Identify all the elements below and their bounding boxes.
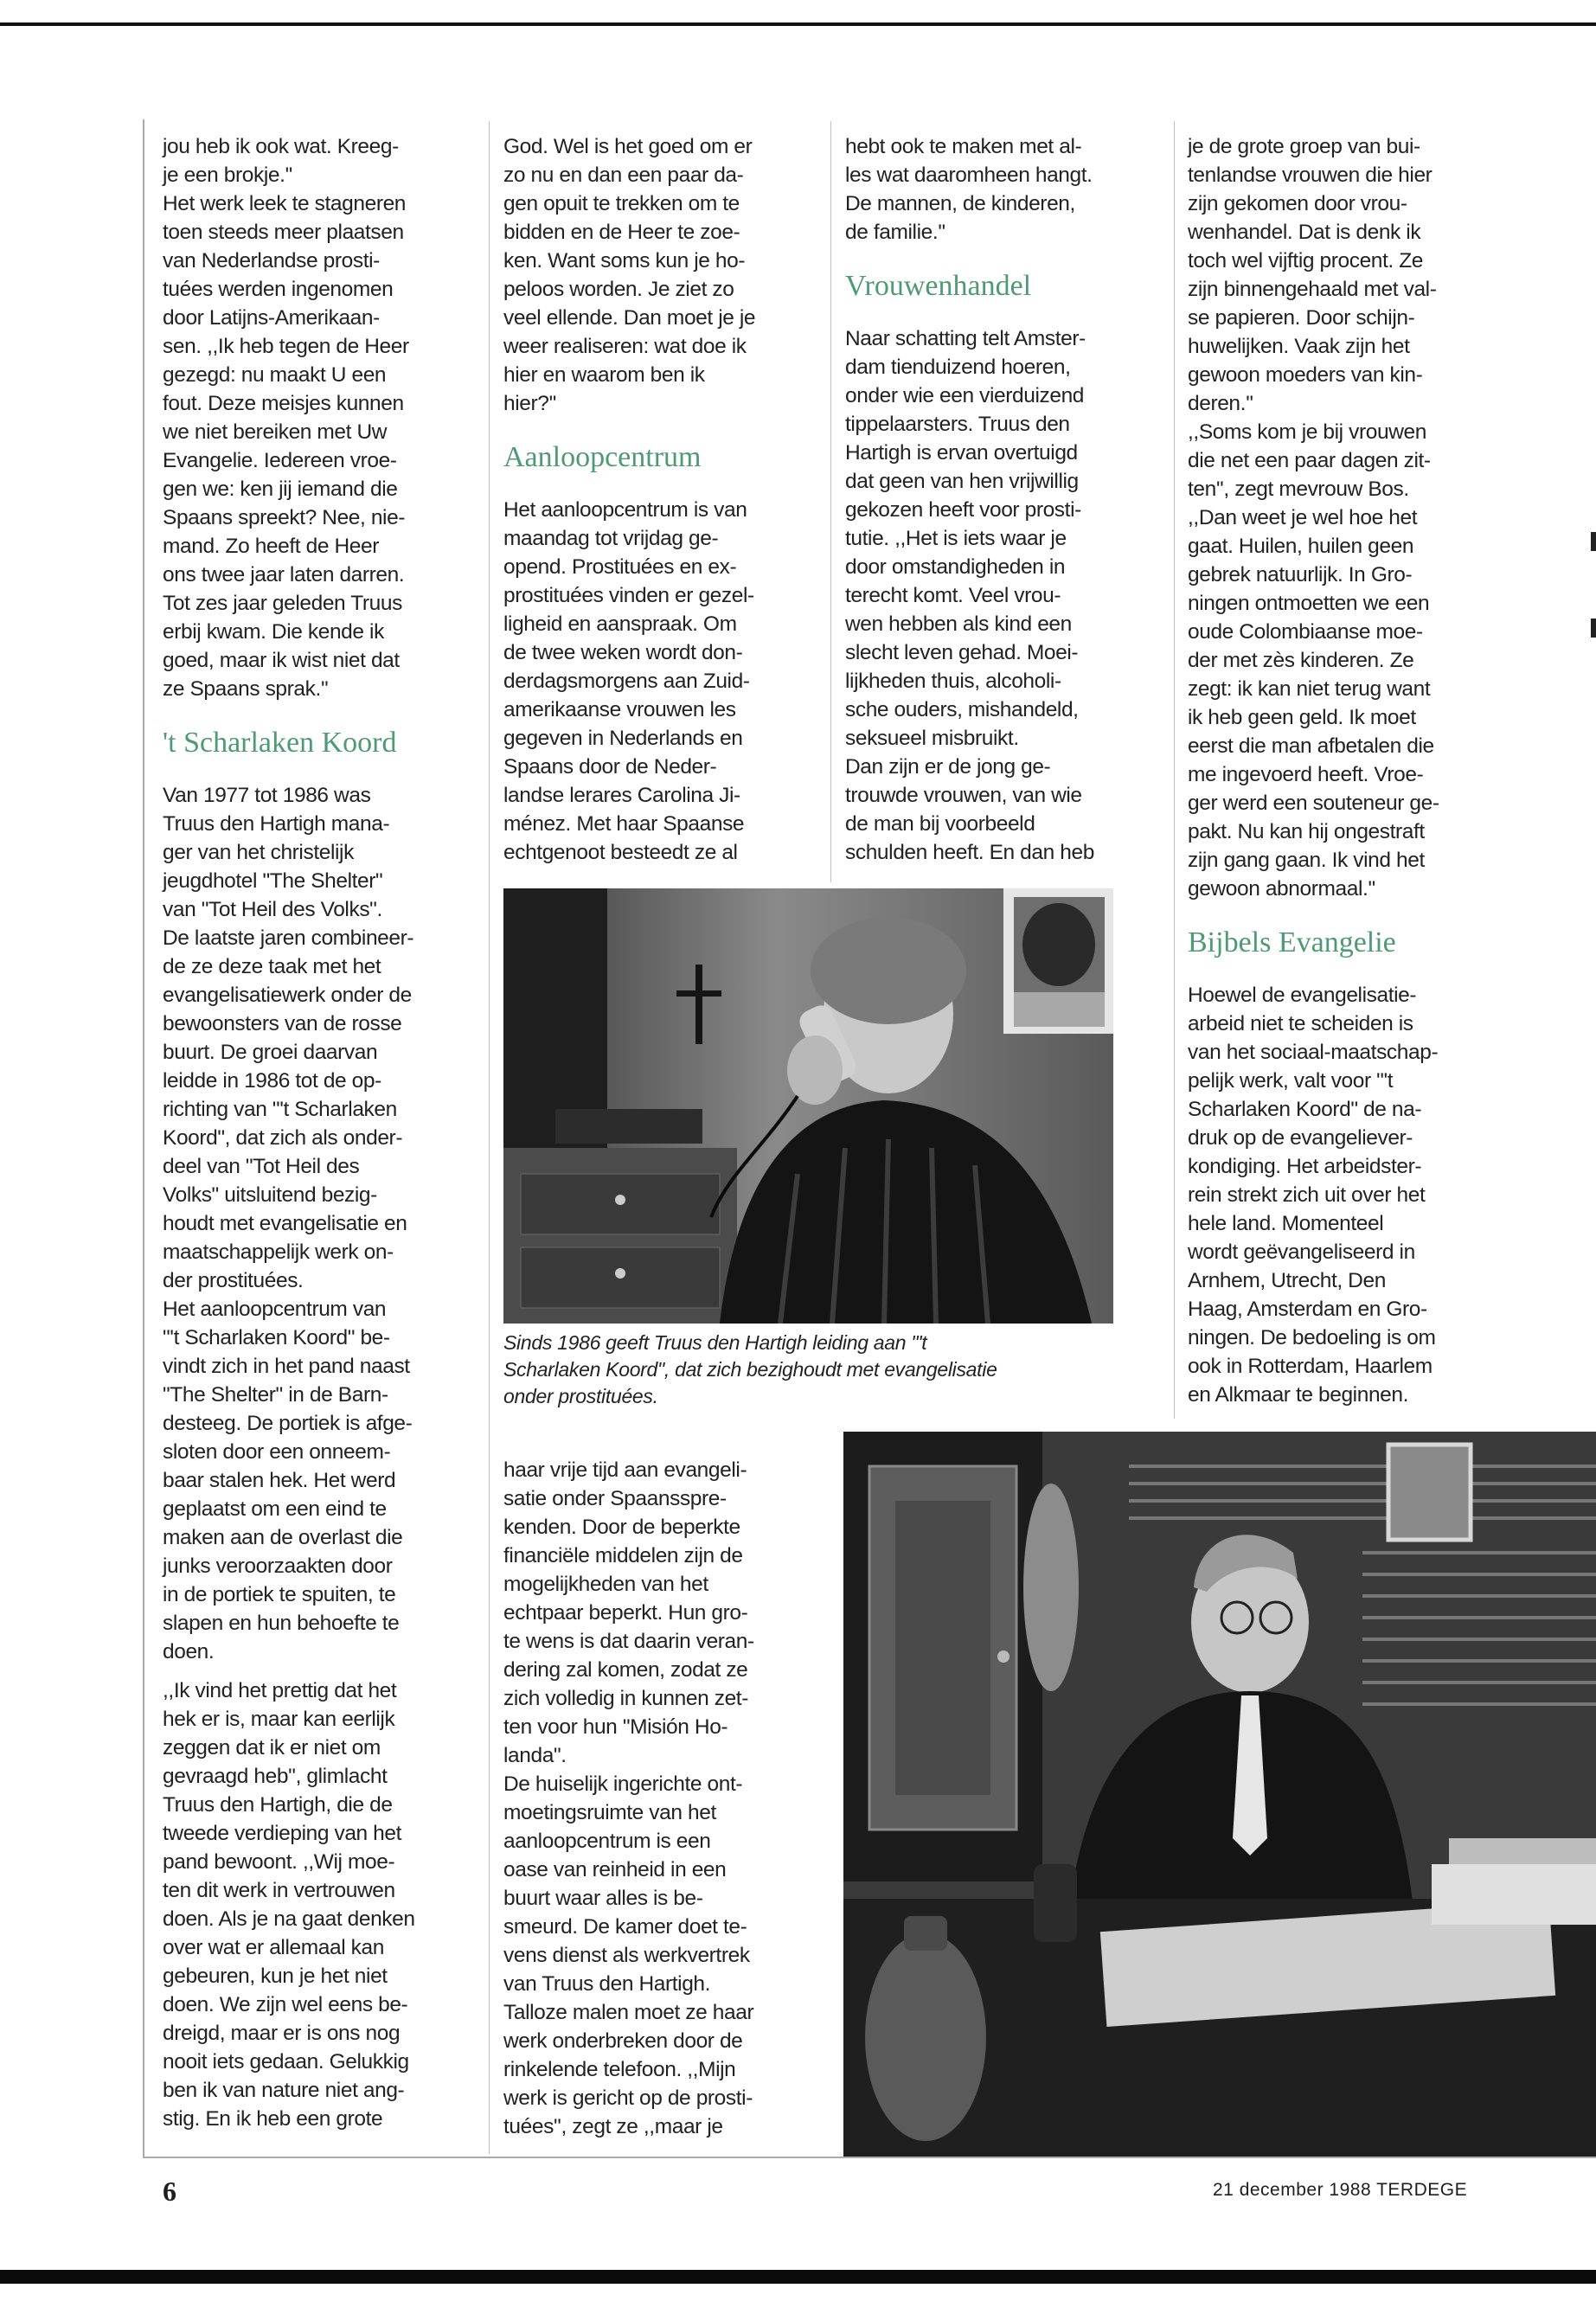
text-line: leidde in 1986 tot de op- [163,1069,381,1093]
column-4 [1188,132,1516,1409]
heading-bijbels-evangelie: Bijbels Evangelie [1188,926,1396,958]
text-line: de familie.'' [845,221,945,244]
text-line: Volks" uitsluitend bezig- [163,1183,377,1207]
heading-aanloopcentrum: Aanloopcentrum [503,441,702,473]
text-line: ligheid en aanspraak. Om [503,612,737,636]
text-line: nooit iets gedaan. Gelukkig [163,2050,409,2073]
photo-woman-on-telephone [503,888,1113,1324]
text-line: de ze deze taak met het [163,955,381,978]
text-line: Spaans spreekt? Nee, nie- [163,506,406,529]
text-line: God. Wel is het goed om er [503,135,753,158]
column-1 [163,132,483,2133]
text-line: derdagsmorgens aan Zuid- [503,670,750,693]
text-line: wenhandel. Dat is denk ik [1188,221,1421,244]
text-line: ten dit werk in vertrouwen [163,1879,395,1902]
text-line: der met zès kinderen. Ze [1188,649,1414,672]
text-line: peloos worden. Je ziet zo [503,278,734,301]
text-line: Scharlaken Koord" de na- [1188,1098,1422,1121]
text-line: buurt waar alles is be- [503,1887,703,1910]
text-line: ger van het christelijk [163,841,354,864]
text-line: ningen. De bedoeling is om [1188,1326,1436,1349]
text-line: ten voor hun "Misión Ho- [503,1715,728,1739]
edge-mark [1591,619,1596,638]
text-line: satie onder Spaansspre- [503,1487,727,1510]
text-line: ons twee jaar laten darren. [163,563,405,586]
text-line: ,,Ik vind het prettig dat het [163,1679,397,1702]
text-line: Het werk leek te stagneren [163,192,407,215]
text-line: zijn gang gaan. Ik vind het [1188,849,1425,872]
text-line: terecht komt. Veel vrou- [845,584,1061,607]
text-line: tippelaarsters. Truus den [845,413,1070,436]
text-line: oase van reinheid in een [503,1858,727,1881]
text-line: aanloopcentrum is een [503,1830,711,1853]
text-line: te wens is dat daarin veran- [503,1630,754,1653]
text-line: de man bij voorbeeld [845,812,1035,836]
text-line: maatschappelijk werk on- [163,1240,394,1264]
column-separator [489,121,490,2154]
text-line: weer realiseren: wat doe ik [503,335,747,358]
text-line: bewoonsters van de rosse [163,1012,402,1035]
text-line: landse lerares Carolina Ji- [503,784,740,807]
text-line: ben ik van nature niet ang- [163,2079,405,2102]
text-line: tweede verdieping van het [163,1822,402,1845]
text-line: gekozen heeft voor prosti- [845,498,1081,522]
text-line: "The Shelter" in de Barn- [163,1383,388,1407]
text-line: vindt zich in het pand naast [163,1355,410,1378]
text-line: door omstandigheden in [845,555,1066,579]
text-line: zich volledig in kunnen zet- [503,1687,748,1710]
text-line: werk is gericht op de prosti- [503,2086,753,2110]
text-line: jou heb ik ook wat. Kreeg- [163,135,399,158]
text-line: slapen en hun behoefte te [163,1612,400,1635]
text-line: onder prostituées. [503,1385,658,1407]
text-line: slecht leven gehad. Moei- [845,641,1079,664]
text-line: les wat daaromheen hangt. [845,163,1093,187]
text-line: smeurd. De kamer doet te- [503,1915,747,1939]
text-line: se papieren. Door schijn- [1188,306,1415,330]
text-line: kondiging. Het arbeidster- [1188,1155,1422,1178]
col1-bottom-text [163,1676,483,2133]
text-line: jeugdhotel "The Shelter" [163,869,383,893]
text-line: hek er is, maar kan eerlijk [163,1708,395,1731]
text-line: gegeven in Nederlands en [503,727,743,750]
text-line: pakt. Nu kan hij ongestraft [1188,820,1425,843]
text-line: gen we: ken jij iemand die [163,478,398,501]
col3-top-text [845,132,1165,247]
text-line: oude Colombiaanse moe- [1188,620,1423,644]
text-line: Haag, Amsterdam en Gro- [1188,1298,1427,1321]
text-line: dam tienduizend hoeren, [845,356,1071,379]
text-line: doen. [163,1640,215,1663]
issue-date: 21 december 1988 TERDEGE [1213,2180,1468,2200]
text-line: buurt. De groei daarvan [163,1041,378,1064]
text-line: zijn gekomen door vrou- [1188,192,1407,215]
text-line: zegt: ik kan niet terug want [1188,677,1431,701]
text-line: gen opuit te trekken om te [503,192,740,215]
text-line: echtpaar beperkt. Hun gro- [503,1601,748,1625]
text-line: mand. Zo heeft de Heer [163,535,379,558]
text-line: veel ellende. Dan moet je je [503,306,756,330]
text-line: richting van "'t Scharlaken [163,1098,397,1121]
text-line: over wat er allemaal kan [163,1936,384,1959]
text-line: zo nu en dan een paar da- [503,163,744,187]
text-line: die net een paar dagen zit- [1188,449,1431,472]
photo-man-at-desk [843,1432,1596,2157]
text-line: je een brokje.'' [163,163,293,187]
text-line: rein strekt zich uit over het [1188,1183,1426,1207]
text-line: bidden en de Heer te zoe- [503,221,740,244]
text-line: werk onderbreken door de [503,2029,743,2053]
text-line: tuées'', zegt ze ,,maar je [503,2115,723,2138]
text-line: je de grote groep van bui- [1188,135,1420,158]
text-line: Talloze malen moet ze haar [503,2001,754,2024]
text-line: van Truus den Hartigh. [503,1972,711,1996]
text-line: mogelijkheden van het [503,1573,708,1596]
text-line: Hartigh is ervan overtuigd [845,441,1078,465]
text-line: Truus den Hartigh, die de [163,1793,393,1817]
col2-bottom-text [503,1456,815,2141]
text-line: zijn binnengehaald met val- [1188,278,1437,301]
text-line: stig. En ik heb een grote [163,2107,383,2131]
text-line: toen steeds meer plaatsen [163,221,404,244]
col2-top-text [503,132,815,418]
text-line: dering zal komen, zodat ze [503,1658,748,1682]
text-line: Koord", dat zich als onder- [163,1126,403,1150]
text-line: maken aan de overlast die [163,1526,403,1549]
col4-body-text [1188,981,1516,1409]
text-line: der prostituées. [163,1269,304,1292]
text-line: ger werd een souteneur ge- [1188,792,1439,815]
text-line: goed, maar ik wist niet dat [163,649,400,672]
col3-body-text [845,324,1165,867]
text-line: hier en waarom ben ik [503,363,705,387]
text-line: sloten door een onneem- [163,1440,391,1464]
column-3-top [845,132,1165,867]
column-separator [830,121,831,882]
text-line: ze Spaans sprak.'' [163,677,329,701]
text-line: Arnhem, Utrecht, Den [1188,1269,1386,1292]
text-line: ook in Rotterdam, Haarlem [1188,1355,1433,1378]
text-line: onder wie een vierduizend [845,384,1085,407]
text-line: gebeuren, kun je het niet [163,1965,388,1988]
text-line: deren.'' [1188,392,1253,415]
text-line: Dan zijn er de jong ge- [845,755,1051,779]
text-line: Sinds 1986 geeft Truus den Hartigh leiding aan "'t [503,1331,927,1354]
text-line: tenlandse vrouwen die hier [1188,163,1433,187]
text-line: gewoon abnormaal.'' [1188,877,1375,901]
text-line: dreigd, maar er is ons nog [163,2022,401,2045]
text-line: echtgenoot besteedt ze al [503,841,738,864]
text-line: tuées werden ingenomen [163,278,394,301]
top-rule [0,22,1596,26]
text-line: baar stalen hek. Het werd [163,1469,396,1492]
text-line: wen hebben als kind een [845,612,1072,636]
text-line: deel van "Tot Heil des [163,1155,360,1178]
text-line: Scharlaken Koord", dat zich bezighoudt met evangelisatie [503,1358,997,1381]
text-line: landa". [503,1744,567,1767]
text-line: tutie. ,,Het is iets waar je [845,527,1067,550]
heading-scharlaken-koord: 't Scharlaken Koord [163,727,397,759]
column-separator [1174,121,1175,1419]
text-line: ik heb geen geld. Ik moet [1188,706,1416,729]
text-line: houdt met evangelisatie en [163,1212,407,1235]
text-line: hebt ook te maken met al- [845,135,1082,158]
text-line: trouwde vrouwen, van wie [845,784,1082,807]
text-line: van het sociaal-maatschap- [1188,1041,1439,1064]
text-line: arbeid niet te scheiden is [1188,1012,1413,1035]
text-line: ken. Want soms kun je ho- [503,249,746,272]
text-line: evangelisatiewerk onder de [163,984,412,1007]
text-line: me ingevoerd heeft. Vroe- [1188,763,1424,786]
text-line: hier?'' [503,392,557,415]
bottom-rule [0,2270,1596,2284]
page-number: 6 [163,2176,176,2207]
text-line: Het aanloopcentrum is van [503,498,747,522]
text-line: ,,Dan weet je wel hoe het [1188,506,1418,529]
text-line: sen. ,,Ik heb tegen de Heer [163,335,409,358]
text-line: Het aanloopcentrum van [163,1298,387,1321]
col1-top-text [163,132,483,703]
text-line: schulden heeft. En dan heb [845,841,1094,864]
text-line: Van 1977 tot 1986 was [163,784,371,807]
text-line: Truus den Hartigh mana- [163,812,390,836]
text-line: en Alkmaar te beginnen. [1188,1383,1409,1407]
text-line: ,,Soms kom je bij vrouwen [1188,420,1426,444]
text-line: de twee weken wordt don- [503,641,743,664]
text-line: erbij kwam. Die kende ik [163,620,384,644]
text-line: "'t Scharlaken Koord" be- [163,1326,390,1349]
text-line: rinkelende telefoon. ,,Mijn [503,2058,736,2081]
text-line: van "Tot Heil des Volks". [163,898,382,921]
text-line: gebrek natuurlijk. In Gro- [1188,563,1413,586]
column-2-top [503,132,815,867]
text-line: pelijk werk, valt voor "'t [1188,1069,1394,1093]
text-line: kenden. Door de beperkte [503,1516,740,1539]
heading-vrouwenhandel: Vrouwenhandel [845,270,1032,302]
text-line: gezegd: nu maakt U een [163,363,387,387]
photo-caption [503,1330,1126,1410]
text-line: prostituées vinden er gezel- [503,584,754,607]
text-line: we niet bereiken met Uw [163,420,388,444]
text-line: moetingsruimte van het [503,1801,716,1824]
text-line: van Nederlandse prosti- [163,249,380,272]
edge-mark [1591,532,1596,551]
text-line: vens dienst als werkvertrek [503,1944,750,1967]
text-line: gaat. Huilen, huilen geen [1188,535,1414,558]
text-line: sche ouders, mishandeld, [845,698,1079,721]
text-line: Spaans door de Neder- [503,755,717,779]
text-line: De laatste jaren combineer- [163,926,414,950]
text-line: De mannen, de kinderen, [845,192,1075,215]
text-line: Hoewel de evangelisatie- [1188,984,1417,1007]
text-line: maandag tot vrijdag ge- [503,527,719,550]
col4-top-text [1188,132,1516,903]
text-line: geplaatst om een eind te [163,1497,387,1521]
text-line: desteeg. De portiek is afge- [163,1412,413,1435]
text-line: opend. Prostituées en ex- [503,555,737,579]
col2-body-text [503,496,815,867]
text-line: toch wel vijftig procent. Ze [1188,249,1424,272]
text-line: seksueel misbruikt. [845,727,1019,750]
text-line: hele land. Momenteel [1188,1212,1384,1235]
text-line: junks veroorzaakten door [163,1554,393,1578]
text-line: De huiselijk ingerichte ont- [503,1772,743,1796]
text-line: pand bewoont. ,,Wij moe- [163,1850,395,1874]
text-line: doen. We zijn wel eens be- [163,1993,408,2016]
text-line: fout. Deze meisjes kunnen [163,392,404,415]
text-line: doen. Als je na gaat denken [163,1907,415,1931]
text-line: gewoon moeders van kin- [1188,363,1423,387]
text-line: door Latijns-Amerikaan- [163,306,380,330]
text-line: ten'', zegt mevrouw Bos. [1188,478,1409,501]
text-line: amerikaanse vrouwen les [503,698,736,721]
text-line: druk op de evangeliever- [1188,1126,1413,1150]
text-line: Tot zes jaar geleden Truus [163,592,402,615]
text-line: gevraagd heb'', glimlacht [163,1765,388,1788]
text-line: Naar schatting telt Amster- [845,327,1086,350]
text-line: dat geen van hen vrijwillig [845,470,1079,493]
text-line: lijkheden thuis, alcoholi- [845,670,1061,693]
text-line: financiële middelen zijn de [503,1544,743,1567]
text-line: zeggen dat ik er niet om [163,1736,381,1759]
text-line: wordt geëvangeliseerd in [1188,1240,1415,1264]
text-line: ningen ontmoetten we een [1188,592,1430,615]
caption-text [503,1330,1126,1410]
text-line: huwelijken. Vaak zijn het [1188,335,1410,358]
text-line: Evangelie. Iedereen vroe- [163,449,397,472]
col1-body-text [163,781,483,1666]
text-line: haar vrije tijd aan evangeli- [503,1458,747,1482]
text-line: eerst die man afbetalen die [1188,734,1434,758]
text-line: ménez. Met haar Spaanse [503,812,745,836]
column-2-bottom [503,1456,815,2141]
text-line: in de portiek te spuiten, te [163,1583,396,1606]
